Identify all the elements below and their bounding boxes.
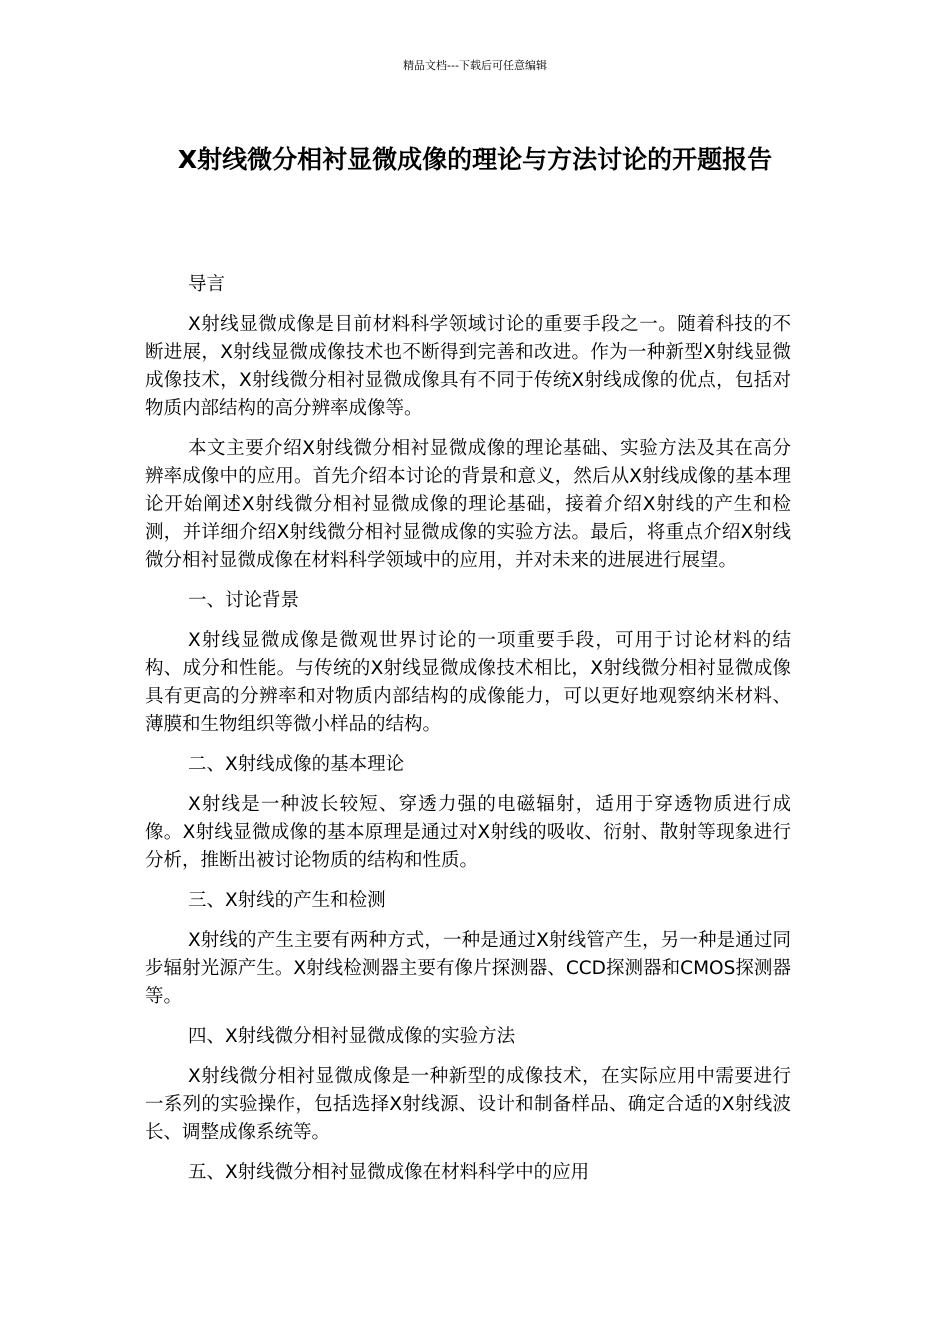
section-1-heading: 一、讨论背景 <box>188 590 300 611</box>
section-3-paragraph: X射线的产生主要有两种方式，一种是通过X射线管产生，另一种是通过同步辐射光源产生。X射线检测器主要有像片探测器、CCD探测器和CMOS探测器等。 <box>145 930 791 1007</box>
section-2-heading: 二、X射线成像的基本理论 <box>188 754 405 775</box>
section-5-heading: 五、X射线微分相衬显微成像在材料科学中的应用 <box>188 1162 590 1183</box>
intro-heading: 导言 <box>188 274 226 295</box>
section-4-heading: 四、X射线微分相衬显微成像的实验方法 <box>188 1026 516 1047</box>
document-body <box>145 271 791 1199</box>
intro-paragraph-2: 本文主要介绍X射线微分相衬显微成像的理论基础、实验方法及其在高分辨率成像中的应用。首先介绍本讨论的背景和意义，然后从X射线成像的基本理论开始阐述X射线微分相衬显微成像的理论基础，接着介绍X射线的产生和检测，并详细介绍X射线微分相衬显微成像的实验方法。最后，将重点介绍X射线微分相衬显微成像在材料科学领域中的应用，并对未来的进展进行展望。 <box>145 438 791 571</box>
section-3-heading: 三、X射线的产生和检测 <box>188 890 386 911</box>
page-header: 精品文档---下载后可任意编辑 <box>403 59 547 72</box>
document-title: X射线微分相衬显微成像的理论与方法讨论的开题报告 <box>177 145 773 174</box>
section-4-paragraph: X射线微分相衬显微成像是一种新型的成像技术，在实际应用中需要进行一系列的实验操作，包括选择X射线源、设计和制备样品、确定合适的X射线波长、调整成像系统等。 <box>145 1066 791 1143</box>
intro-paragraph-1: X射线显微成像是目前材料科学领域讨论的重要手段之一。随着科技的不断进展，X射线显微成像技术也不断得到完善和改进。作为一种新型X射线显微成像技术，X射线微分相衬显微成像具有不同于传统X射线成像的优点，包括对物质内部结构的高分辨率成像等。 <box>145 314 791 419</box>
section-2-paragraph: X射线是一种波长较短、穿透力强的电磁辐射，适用于穿透物质进行成像。X射线显微成像的基本原理是通过对X射线的吸收、衍射、散射等现象进行分析，推断出被讨论物质的结构和性质。 <box>145 794 791 871</box>
section-1-paragraph: X射线显微成像是微观世界讨论的一项重要手段，可用于讨论材料的结构、成分和性能。与传统的X射线显微成像技术相比，X射线微分相衬显微成像具有更高的分辨率和对物质内部结构的成像能力，可以更好地观察纳米材料、薄膜和生物组织等微小样品的结构。 <box>145 630 791 735</box>
